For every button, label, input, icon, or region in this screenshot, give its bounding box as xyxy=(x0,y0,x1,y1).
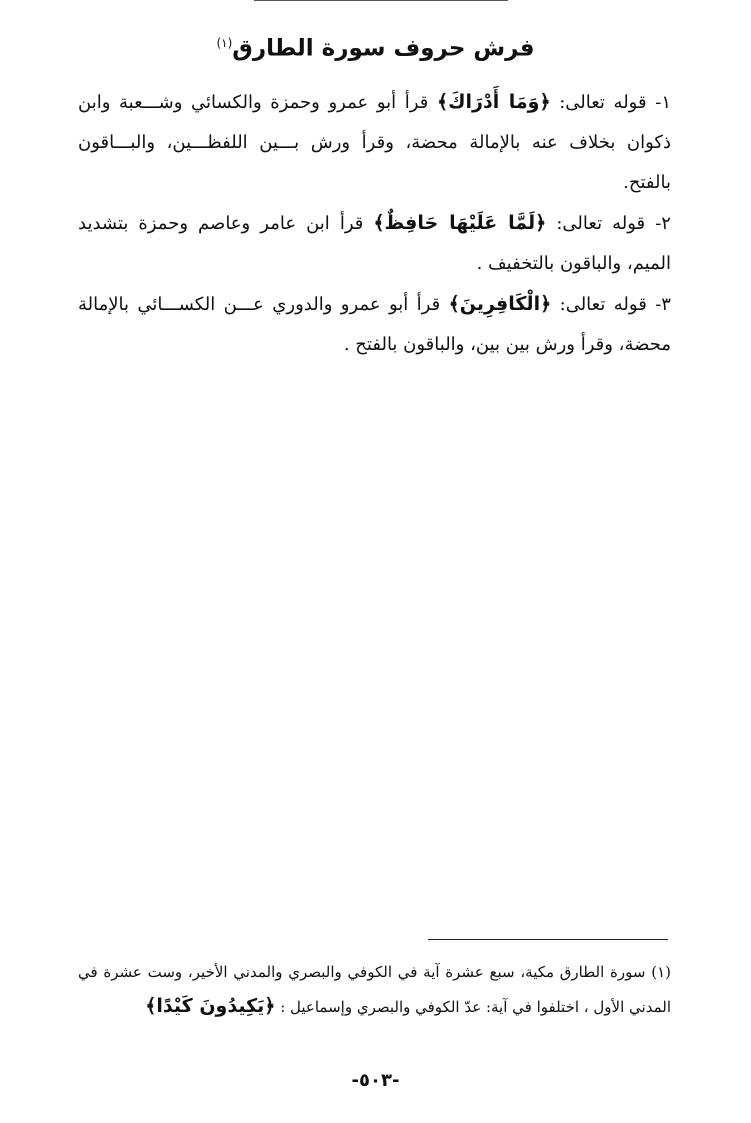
footnote-text: سورة الطارق مكية، سبع عشرة آية في الكوفي والبصري والمدني الأخير، وست عشرة في المدني الأول ، اختلفوا في آية: عدّ الكوفي والبصري وإسماعيل : xyxy=(78,963,671,1016)
paragraph-number: ١- xyxy=(655,92,671,113)
paragraph-2 xyxy=(78,203,671,284)
footnote-separator xyxy=(428,939,668,940)
footnote xyxy=(78,955,671,1024)
footnote-paragraph xyxy=(78,955,671,1024)
page-title xyxy=(0,24,751,68)
paragraph-text: قرأ أبو عمرو والدوري عـــن الكســـائي بالإمالة محضة، وقرأ ورش بين بين، والباقون بالفتح . xyxy=(78,294,671,355)
paragraph-intro: قوله تعالى: xyxy=(559,294,647,315)
title-footnote-ref: (١) xyxy=(216,36,233,50)
paragraph-text: قرأ أبو عمرو وحمزة والكسائي وشـــعبة وابن ذكوان بخلاف عنه بالإمالة محضة، وقرأ ورش بـــين اللفظـــين، والبـــاقون بالفتح. xyxy=(78,92,671,193)
paragraph-1 xyxy=(78,82,671,203)
paragraph-intro: قوله تعالى: xyxy=(556,213,646,234)
footnote-verse: ﴿يَكِيدُونَ كَيْدًا﴾ xyxy=(145,995,276,1017)
quran-verse: ﴿لَمَّا عَلَيْهَا حَافِظٌ﴾ xyxy=(373,212,547,234)
main-text xyxy=(78,82,671,365)
quran-verse: ﴿وَمَا أَدْرَاكَ﴾ xyxy=(436,91,551,113)
page-number: -٥٠٣- xyxy=(351,1070,400,1091)
footnote-marker: (١) xyxy=(651,963,671,981)
title-text: فرش حروف سورة الطارق xyxy=(232,35,535,62)
top-rule xyxy=(254,0,508,1)
quran-verse: ﴿الْكَافِرِينَ﴾ xyxy=(448,293,552,315)
paragraph-number: ٣- xyxy=(655,294,671,315)
paragraph-text: قرأ ابن عامر وعاصم وحمزة بتشديد الميم، والباقون بالتخفيف . xyxy=(78,213,671,274)
paragraph-intro: قوله تعالى: xyxy=(559,92,647,113)
paragraph-number: ٢- xyxy=(655,213,671,234)
paragraph-3 xyxy=(78,284,671,365)
